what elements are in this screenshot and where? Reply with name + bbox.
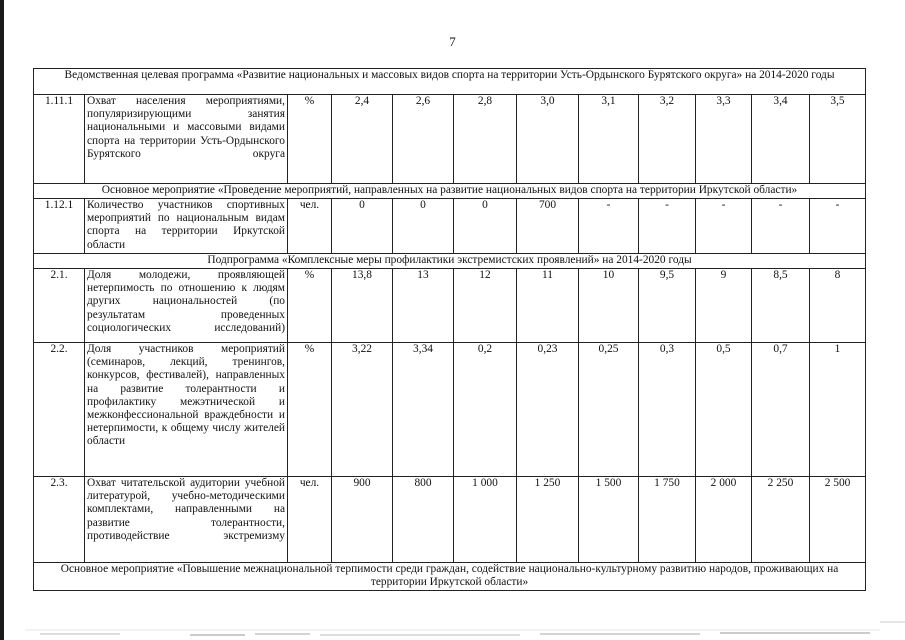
indicator-value: 0,5: [696, 343, 752, 477]
section-header-row: [34, 563, 866, 591]
section-title: Ведомственная целевая программа «Развитие национальных и массовых видов спорта на территории Усть-Ордынского Бурятского округа» на 2014-2020 годы: [34, 69, 866, 95]
indicator-code: 1.11.1: [34, 95, 85, 184]
indicator-value: 1 250: [517, 477, 579, 563]
scan-edge-bar: [0, 0, 4, 640]
indicator-value: 1: [810, 343, 866, 477]
indicator-code: 2.2.: [34, 343, 85, 477]
indicator-value: 0,23: [517, 343, 579, 477]
indicator-value: 700: [517, 199, 579, 254]
indicator-value: -: [752, 199, 810, 254]
indicator-value: 0: [393, 199, 454, 254]
indicator-value: 0,7: [752, 343, 810, 477]
indicator-value: 8,5: [752, 269, 810, 343]
section-title: Основное мероприятие «Повышение межнациональной терпимости среди граждан, содействие национально-культурному развитию народов, проживающих на территории Иркутской области»: [34, 563, 866, 591]
indicator-row: [34, 269, 866, 343]
indicator-row: [34, 477, 866, 563]
indicator-value: 3,2: [639, 95, 696, 184]
indicator-value: 3,0: [517, 95, 579, 184]
indicators-table: [33, 68, 866, 591]
page-number: 7: [449, 34, 456, 49]
indicator-value: 2,4: [332, 95, 393, 184]
indicator-unit: чел.: [288, 477, 332, 563]
indicator-value: 13,8: [332, 269, 393, 343]
indicator-value: 0: [332, 199, 393, 254]
indicator-value: -: [810, 199, 866, 254]
section-header-row: [34, 184, 866, 199]
indicator-description: Доля молодежи, проявляющей нетерпимость по отношению к людям других национальностей (по результатам проведенных социологических исследований): [85, 269, 288, 343]
indicator-description: Количество участников спортивных мероприятий по национальным видам спорта на территории Иркутской области: [85, 199, 288, 254]
indicator-value: 1 750: [639, 477, 696, 563]
indicator-value: 2,6: [393, 95, 454, 184]
indicator-unit: %: [288, 269, 332, 343]
indicator-unit: %: [288, 95, 332, 184]
indicator-value: 0,25: [579, 343, 639, 477]
indicator-value: 8: [810, 269, 866, 343]
indicator-code: 1.12.1: [34, 199, 85, 254]
indicator-value: 13: [393, 269, 454, 343]
indicator-value: 3,3: [696, 95, 752, 184]
indicator-value: 3,5: [810, 95, 866, 184]
indicator-row: [34, 95, 866, 184]
section-header-row: [34, 254, 866, 269]
indicator-value: 1 000: [454, 477, 517, 563]
indicator-value: 9: [696, 269, 752, 343]
section-header-row: [34, 69, 866, 95]
indicator-value: 3,4: [752, 95, 810, 184]
indicator-unit: %: [288, 343, 332, 477]
section-title: Основное мероприятие «Проведение мероприятий, направленных на развитие национальных видов спорта на территории Иркутской области»: [34, 184, 866, 199]
indicator-description: Охват населения мероприятиями, популяризирующими занятия национальными и массовыми видами спорта на территории Усть-Ордынского Бурятского округа: [85, 95, 288, 184]
indicator-value: 800: [393, 477, 454, 563]
indicator-value: -: [696, 199, 752, 254]
indicator-code: 2.1.: [34, 269, 85, 343]
indicator-value: -: [639, 199, 696, 254]
indicator-value: 9,5: [639, 269, 696, 343]
indicator-description: Доля участников мероприятий (семинаров, лекций, тренингов, конкурсов, фестивалей), направленных на развитие толерантности и профилактику межэтнической и межконфессиональной враждебности и нетерпимости, к общему числу жителей области: [85, 343, 288, 477]
scan-artifact-lines: [0, 600, 905, 640]
indicator-value: -: [579, 199, 639, 254]
indicator-row: [34, 343, 866, 477]
indicator-value: 3,1: [579, 95, 639, 184]
indicator-value: 2 250: [752, 477, 810, 563]
indicator-value: 2,8: [454, 95, 517, 184]
indicator-value: 11: [517, 269, 579, 343]
indicator-value: 900: [332, 477, 393, 563]
indicator-value: 3,22: [332, 343, 393, 477]
indicator-unit: чел.: [288, 199, 332, 254]
indicator-value: 0: [454, 199, 517, 254]
indicator-value: 1 500: [579, 477, 639, 563]
section-title: Подпрограмма «Комплексные меры профилактики экстремистских проявлений» на 2014-2020 годы: [34, 254, 866, 269]
indicator-value: 12: [454, 269, 517, 343]
indicator-value: 10: [579, 269, 639, 343]
indicator-description: Охват читательской аудитории учебной литературой, учебно-методическими комплектами, направленными на развитие толерантности, противодействие экстремизму: [85, 477, 288, 563]
indicator-code: 2.3.: [34, 477, 85, 563]
indicator-value: 0,3: [639, 343, 696, 477]
indicator-value: 2 000: [696, 477, 752, 563]
indicator-value: 0,2: [454, 343, 517, 477]
indicator-value: 2 500: [810, 477, 866, 563]
indicator-row: [34, 199, 866, 254]
indicator-value: 3,34: [393, 343, 454, 477]
